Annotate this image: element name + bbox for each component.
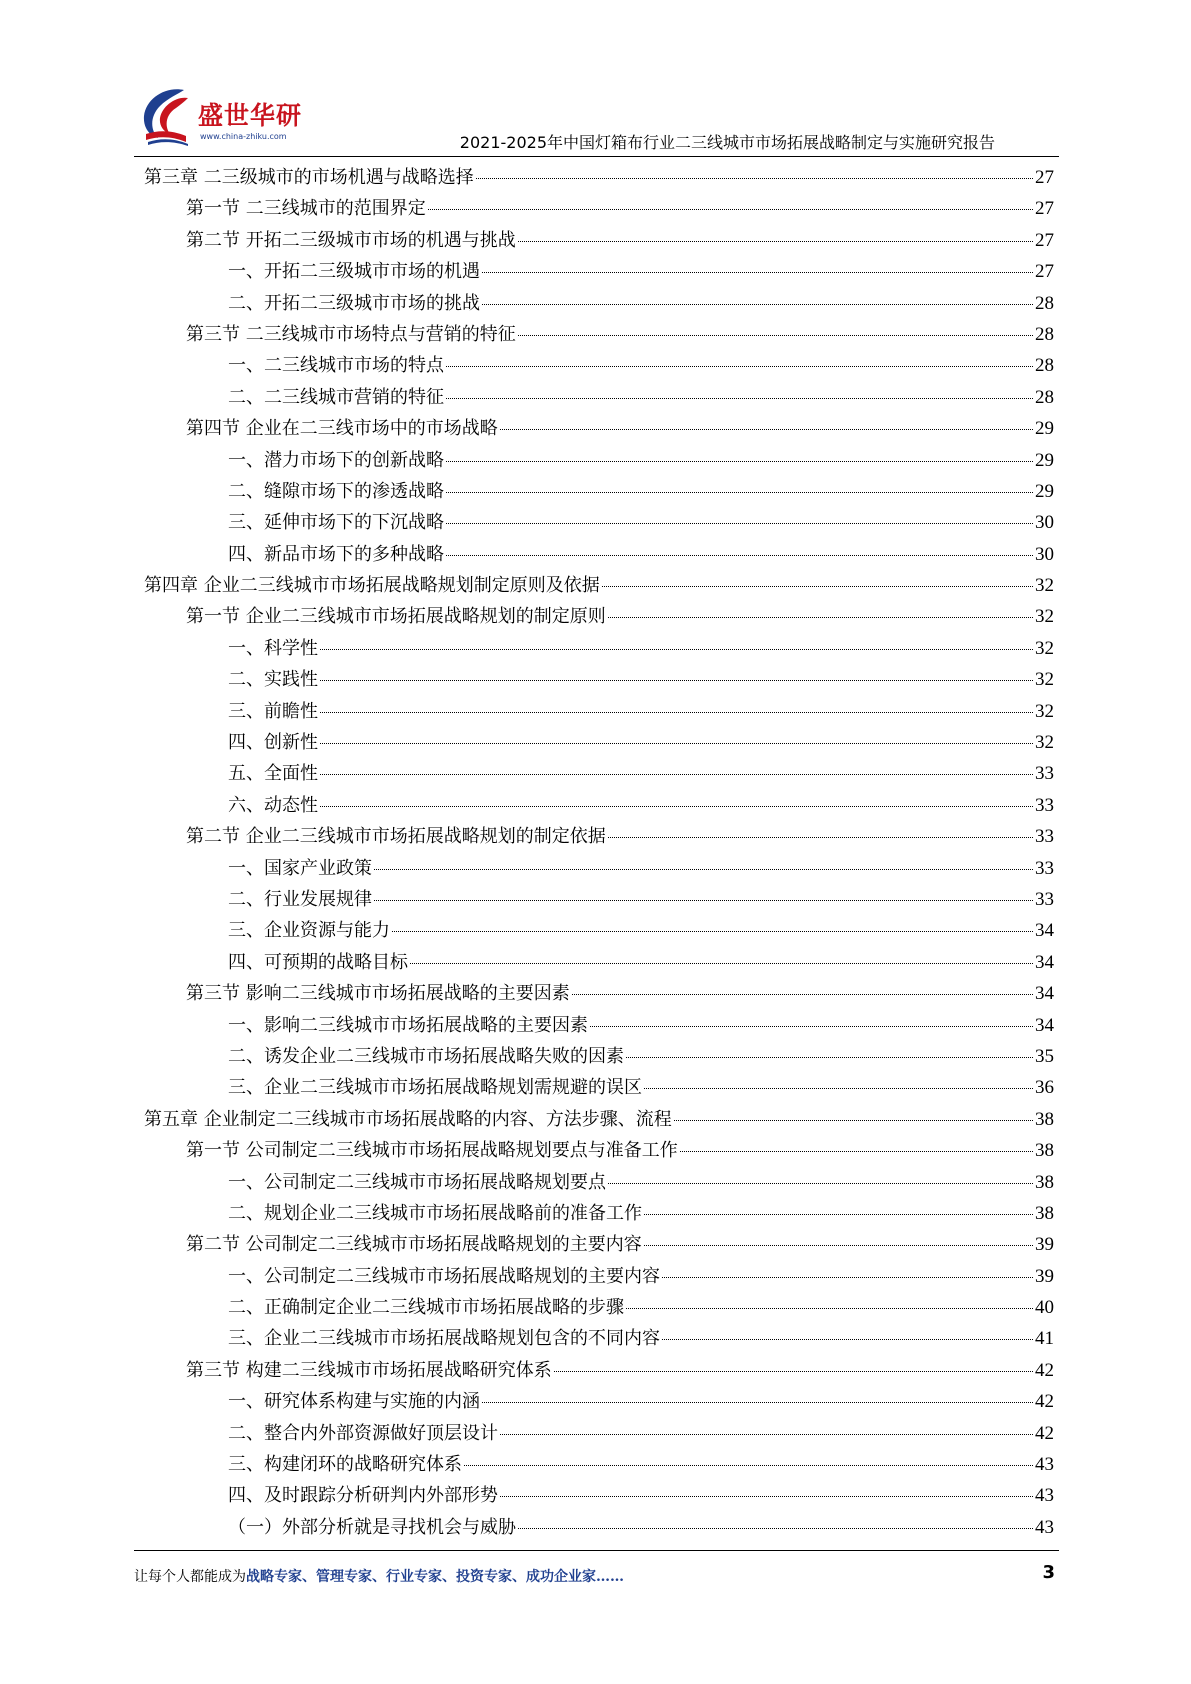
toc-dot-leader	[482, 303, 1033, 305]
toc-entry[interactable]	[144, 1167, 1054, 1198]
slogan-highlight: 战略专家、管理专家、行业专家、投资专家、成功企业家……	[246, 1569, 624, 1585]
toc-entry[interactable]	[144, 1418, 1054, 1449]
toc-entry[interactable]	[144, 601, 1054, 632]
toc-entry-page: 43	[1035, 1454, 1054, 1476]
toc-entry-label: 第一节 公司制定二三线城市市场拓展战略规划要点与准备工作	[186, 1140, 678, 1162]
toc-entry-page: 29	[1035, 449, 1054, 471]
toc-entry-page: 42	[1035, 1422, 1054, 1444]
toc-entry[interactable]	[144, 947, 1054, 978]
toc-entry[interactable]	[144, 1229, 1054, 1260]
toc-entry[interactable]	[144, 1010, 1054, 1041]
toc-entry-label: 第四章 企业二三线城市市场拓展战略规划制定原则及依据	[144, 575, 600, 597]
toc-entry-label: 第一节 二三线城市的范围界定	[186, 198, 426, 220]
toc-entry-label: 三、企业二三线城市市场拓展战略规划包含的不同内容	[228, 1328, 660, 1350]
toc-dot-leader	[392, 930, 1033, 932]
toc-dot-leader	[500, 428, 1033, 430]
toc-dot-leader	[608, 836, 1033, 838]
toc-entry-page: 38	[1035, 1202, 1054, 1224]
toc-dot-leader	[464, 1464, 1033, 1466]
toc-dot-leader	[518, 240, 1033, 242]
toc-dot-leader	[446, 491, 1033, 493]
toc-dot-leader	[644, 1213, 1033, 1215]
toc-dot-leader	[518, 334, 1033, 336]
toc-entry-page: 43	[1035, 1485, 1054, 1507]
toc-entry[interactable]	[144, 915, 1054, 946]
toc-entry-label: 四、创新性	[228, 732, 318, 754]
logo-emblem-icon	[136, 84, 200, 148]
toc-entry[interactable]	[144, 162, 1054, 193]
toc-entry[interactable]	[144, 350, 1054, 381]
toc-entry-page: 34	[1035, 951, 1054, 973]
toc-entry[interactable]	[144, 1198, 1054, 1229]
toc-entry[interactable]	[144, 445, 1054, 476]
toc-entry-page: 29	[1035, 418, 1054, 440]
toc-dot-leader	[518, 1527, 1033, 1529]
toc-entry[interactable]	[144, 1104, 1054, 1135]
logo-url: www.china-zhiku.com	[200, 132, 287, 141]
toc-dot-leader	[680, 1150, 1033, 1152]
toc-entry[interactable]	[144, 570, 1054, 601]
toc-entry[interactable]	[144, 507, 1054, 538]
toc-dot-leader	[554, 1370, 1033, 1372]
toc-entry-label: 一、公司制定二三线城市市场拓展战略规划要点	[228, 1171, 606, 1193]
toc-dot-leader	[374, 899, 1033, 901]
company-logo	[136, 84, 306, 150]
toc-dot-leader	[626, 1056, 1033, 1058]
toc-entry[interactable]	[144, 1261, 1054, 1292]
toc-entry-page: 27	[1035, 261, 1054, 283]
toc-entry[interactable]	[144, 884, 1054, 915]
page-number: 3	[1042, 1562, 1055, 1583]
toc-entry-page: 27	[1035, 229, 1054, 251]
toc-entry-page: 28	[1035, 292, 1054, 314]
toc-entry-page: 43	[1035, 1516, 1054, 1538]
toc-entry-label: 五、全面性	[228, 763, 318, 785]
toc-entry-page: 39	[1035, 1265, 1054, 1287]
toc-entry-label: 一、公司制定二三线城市市场拓展战略规划的主要内容	[228, 1265, 660, 1287]
toc-entry-label: 二、行业发展规律	[228, 888, 372, 910]
toc-entry[interactable]	[144, 1386, 1054, 1417]
toc-entry-label: （一）外部分析就是寻找机会与威胁	[228, 1516, 516, 1538]
toc-dot-leader	[500, 1433, 1033, 1435]
toc-entry-label: 一、潜力市场下的创新战略	[228, 449, 444, 471]
toc-entry-page: 38	[1035, 1171, 1054, 1193]
toc-entry-label: 二、缝隙市场下的渗透战略	[228, 480, 444, 502]
logo-name: 盛世华研	[198, 101, 303, 130]
toc-entry-page: 34	[1035, 920, 1054, 942]
toc-entry-page: 34	[1035, 1014, 1054, 1036]
toc-entry-page: 28	[1035, 355, 1054, 377]
toc-dot-leader	[608, 616, 1033, 618]
toc-entry-label: 一、研究体系构建与实施的内涵	[228, 1391, 480, 1413]
toc-dot-leader	[476, 177, 1033, 179]
toc-entry-page: 41	[1035, 1328, 1054, 1350]
toc-entry-label: 三、构建闭环的战略研究体系	[228, 1454, 462, 1476]
toc-dot-leader	[320, 805, 1033, 807]
toc-dot-leader	[626, 1307, 1033, 1309]
toc-entry-label: 第三章 二三级城市的市场机遇与战略选择	[144, 167, 474, 188]
toc-dot-leader	[674, 1119, 1033, 1121]
toc-entry-page: 42	[1035, 1391, 1054, 1413]
toc-entry-label: 二、规划企业二三线城市市场拓展战略前的准备工作	[228, 1202, 642, 1224]
toc-entry-label: 第二节 开拓二三级城市市场的机遇与挑战	[186, 229, 516, 251]
toc-entry[interactable]	[144, 821, 1054, 852]
toc-entry-label: 三、延伸市场下的下沉战略	[228, 512, 444, 534]
toc-entry-page: 33	[1035, 794, 1054, 816]
toc-entry-label: 第二节 企业二三线城市市场拓展战略规划的制定依据	[186, 826, 606, 848]
toc-entry-page: 39	[1035, 1234, 1054, 1256]
toc-dot-leader	[428, 208, 1033, 210]
toc-entry-page: 36	[1035, 1077, 1054, 1099]
toc-dot-leader	[644, 1087, 1033, 1089]
toc-entry-page: 33	[1035, 826, 1054, 848]
toc-entry-page: 27	[1035, 167, 1054, 188]
toc-entry-label: 第三节 构建二三线城市市场拓展战略研究体系	[186, 1359, 552, 1381]
toc-entry-label: 一、二三线城市市场的特点	[228, 355, 444, 377]
toc-dot-leader	[590, 1025, 1033, 1027]
toc-dot-leader	[608, 1182, 1033, 1184]
toc-entry[interactable]	[144, 413, 1054, 444]
toc-entry[interactable]	[144, 1512, 1054, 1543]
toc-entry-page: 33	[1035, 857, 1054, 879]
toc-entry-label: 二、诱发企业二三线城市市场拓展战略失败的因素	[228, 1045, 624, 1067]
toc-entry[interactable]	[144, 1323, 1054, 1354]
toc-entry-page: 32	[1035, 575, 1054, 597]
toc-entry-label: 第五章 企业制定二三线城市市场拓展战略的内容、方法步骤、流程	[144, 1108, 672, 1130]
toc-entry[interactable]	[144, 319, 1054, 350]
toc-entry-label: 一、国家产业政策	[228, 857, 372, 879]
toc-entry-page: 29	[1035, 480, 1054, 502]
toc-entry-label: 三、企业资源与能力	[228, 920, 390, 942]
toc-entry[interactable]	[144, 664, 1054, 695]
toc-entry-page: 32	[1035, 669, 1054, 691]
toc-entry[interactable]	[144, 727, 1054, 758]
toc-dot-leader	[446, 460, 1033, 462]
toc-dot-leader	[602, 585, 1033, 587]
toc-entry[interactable]	[144, 382, 1054, 413]
toc-entry-label: 四、新品市场下的多种战略	[228, 543, 444, 565]
report-title: 2021-2025年中国灯箱布行业二三线城市市场拓展战略制定与实施研究报告	[459, 133, 995, 152]
toc-entry-label: 第一节 企业二三线城市市场拓展战略规划的制定原则	[186, 606, 606, 628]
footer-slogan	[134, 1566, 624, 1586]
toc-entry[interactable]	[144, 978, 1054, 1009]
toc-entry[interactable]	[144, 476, 1054, 507]
toc-entry-page: 32	[1035, 732, 1054, 754]
toc-dot-leader	[446, 397, 1033, 399]
toc-entry-label: 三、前瞻性	[228, 700, 318, 722]
toc-entry[interactable]	[144, 1072, 1054, 1103]
slogan-prefix: 让每个人都能成为	[134, 1569, 246, 1585]
toc-entry[interactable]	[144, 1135, 1054, 1166]
toc-entry[interactable]	[144, 193, 1054, 224]
toc-entry-page: 40	[1035, 1297, 1054, 1319]
toc-entry-page: 32	[1035, 700, 1054, 722]
toc-entry-page: 34	[1035, 983, 1054, 1005]
toc-dot-leader	[500, 1495, 1033, 1497]
toc-entry-page: 28	[1035, 323, 1054, 345]
toc-entry[interactable]	[144, 225, 1054, 256]
toc-dot-leader	[320, 773, 1033, 775]
toc-entry-page: 32	[1035, 637, 1054, 659]
toc-entry-label: 一、科学性	[228, 637, 318, 659]
toc-entry-page: 35	[1035, 1045, 1054, 1067]
toc-entry-label: 第三节 影响二三线城市市场拓展战略的主要因素	[186, 983, 570, 1005]
toc-dot-leader	[662, 1338, 1033, 1340]
toc-entry[interactable]	[144, 1480, 1054, 1511]
toc-entry-page: 38	[1035, 1140, 1054, 1162]
toc-entry[interactable]	[144, 758, 1054, 789]
toc-entry[interactable]	[144, 1041, 1054, 1072]
toc-entry-page: 33	[1035, 888, 1054, 910]
toc-dot-leader	[320, 648, 1033, 650]
toc-dot-leader	[572, 993, 1033, 995]
toc-entry-page: 38	[1035, 1108, 1054, 1130]
toc-entry-page: 30	[1035, 543, 1054, 565]
toc-entry[interactable]	[144, 853, 1054, 884]
toc-entry-label: 四、可预期的战略目标	[228, 951, 408, 973]
toc-entry-label: 二、二三线城市营销的特征	[228, 386, 444, 408]
toc-entry[interactable]	[144, 1292, 1054, 1323]
toc-entry-label: 四、及时跟踪分析研判内外部形势	[228, 1485, 498, 1507]
toc-entry-label: 六、动态性	[228, 794, 318, 816]
toc-entry[interactable]	[144, 288, 1054, 319]
toc-entry-label: 一、影响二三线城市市场拓展战略的主要因素	[228, 1014, 588, 1036]
toc-dot-leader	[446, 554, 1033, 556]
toc-dot-leader	[410, 962, 1033, 964]
toc-entry-label: 二、开拓二三级城市市场的挑战	[228, 292, 480, 314]
toc-dot-leader	[374, 868, 1033, 870]
toc-dot-leader	[482, 1401, 1033, 1403]
toc-dot-leader	[644, 1244, 1033, 1246]
toc-entry[interactable]	[144, 1449, 1054, 1480]
toc-entry-page: 33	[1035, 763, 1054, 785]
toc-dot-leader	[446, 522, 1033, 524]
header-divider	[134, 156, 1059, 157]
toc-dot-leader	[320, 679, 1033, 681]
toc-entry-page: 32	[1035, 606, 1054, 628]
toc-entry-label: 二、实践性	[228, 669, 318, 691]
toc-dot-leader	[446, 365, 1033, 367]
toc-entry[interactable]	[144, 696, 1054, 727]
footer-divider	[134, 1550, 1059, 1551]
toc-entry[interactable]	[144, 1355, 1054, 1386]
toc-entry[interactable]	[144, 539, 1054, 570]
toc-dot-leader	[482, 271, 1033, 273]
toc-entry-label: 三、企业二三线城市市场拓展战略规划需规避的误区	[228, 1077, 642, 1099]
toc-entry-label: 二、正确制定企业二三线城市市场拓展战略的步骤	[228, 1297, 624, 1319]
table-of-contents	[144, 162, 1054, 1543]
toc-entry-label: 第二节 公司制定二三线城市市场拓展战略规划的主要内容	[186, 1234, 642, 1256]
toc-dot-leader	[320, 742, 1033, 744]
toc-dot-leader	[662, 1276, 1033, 1278]
toc-entry-label: 一、开拓二三级城市市场的机遇	[228, 261, 480, 283]
toc-entry[interactable]	[144, 790, 1054, 821]
toc-entry-page: 28	[1035, 386, 1054, 408]
toc-entry[interactable]	[144, 256, 1054, 287]
toc-entry-label: 二、整合内外部资源做好顶层设计	[228, 1422, 498, 1444]
toc-entry[interactable]	[144, 633, 1054, 664]
toc-entry-label: 第四节 企业在二三线市场中的市场战略	[186, 418, 498, 440]
toc-entry-label: 第三节 二三线城市市场特点与营销的特征	[186, 323, 516, 345]
toc-entry-page: 42	[1035, 1359, 1054, 1381]
toc-entry-page: 30	[1035, 512, 1054, 534]
toc-dot-leader	[320, 711, 1033, 713]
toc-entry-page: 27	[1035, 198, 1054, 220]
